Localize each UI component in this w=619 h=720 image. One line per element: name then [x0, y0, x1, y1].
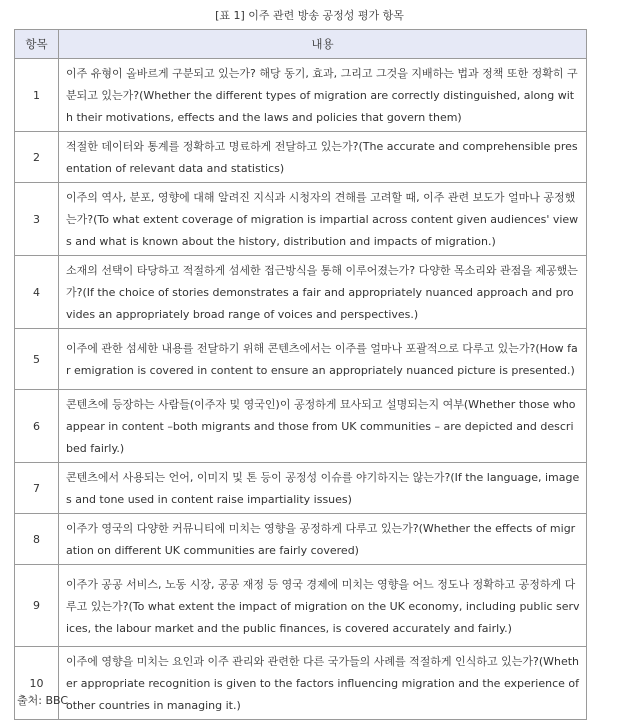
row-content: 이주 유형이 올바르게 구분되고 있는가? 해당 동기, 효과, 그리고 그것을 지배하는 법과 정책 또한 정확히 구분되고 있는가?(Whether the different types of migration are correctly distinguished, along with their motivations, effects and the laws and policies that govern them) [59, 59, 587, 132]
header-content: 내용 [59, 30, 587, 59]
row-number: 9 [15, 565, 59, 647]
row-number: 4 [15, 256, 59, 329]
row-number: 2 [15, 132, 59, 183]
row-number: 1 [15, 59, 59, 132]
source-note: 출처: BBC [17, 694, 69, 707]
row-content: 이주의 역사, 분포, 영향에 대해 알려진 지식과 시청자의 견해를 고려할 때, 이주 관련 보도가 얼마나 공정했는가?(To what extent coverage of migration is impartial across content given audiences' views and what is known about the history, distribution and impacts of migration.) [59, 183, 587, 256]
row-number: 5 [15, 329, 59, 390]
table-row [15, 183, 587, 256]
table-row [15, 463, 587, 514]
row-number: 3 [15, 183, 59, 256]
row-content: 적절한 데이터와 통계를 정확하고 명료하게 전달하고 있는가?(The accurate and comprehensible presentation of relevant data and statistics) [59, 132, 587, 183]
row-content: 콘텐츠에 등장하는 사람들(이주자 및 영국인)이 공정하게 묘사되고 설명되는지 여부(Whether those who appear in content –both migrants and those from UK communities – are depicted and described fairly.) [59, 390, 587, 463]
table-row [15, 256, 587, 329]
row-content: 이주가 영국의 다양한 커뮤니티에 미치는 영향을 공정하게 다루고 있는가?(Whether the effects of migration on different UK communities are fairly covered) [59, 514, 587, 565]
row-content: 소재의 선택이 타당하고 적절하게 섬세한 접근방식을 통해 이루어졌는가? 다양한 목소리와 관점을 제공했는가?(If the choice of stories demonstrates a fair and appropriately nuanced approach and provides an appropriately broad range of voices and perspectives.) [59, 256, 587, 329]
row-number: 10 [15, 647, 59, 720]
evaluation-table [14, 29, 587, 720]
table-caption: [표 1] 이주 관련 방송 공정성 평가 항목 [215, 9, 404, 22]
table-row [15, 565, 587, 647]
row-content: 이주가 공공 서비스, 노동 시장, 공공 재정 등 영국 경제에 미치는 영향을 어느 정도나 정확하고 공정하게 다루고 있는가?(To what extent the impact of migration on the UK economy, including public services, the labour market and the public finances, is covered accurately and fairly.) [59, 565, 587, 647]
row-number: 7 [15, 463, 59, 514]
table-row [15, 514, 587, 565]
row-content: 이주에 영향을 미치는 요인과 이주 관리와 관련한 다른 국가들의 사례를 적절하게 인식하고 있는가?(Whether appropriate recognition is given to the factors influencing migration and the experience of other countries in managing it.) [59, 647, 587, 720]
row-content: 콘텐츠에서 사용되는 언어, 이미지 및 톤 등이 공정성 이슈를 야기하지는 않는가?(If the language, images and tone used in content raise impartiality issues) [59, 463, 587, 514]
header-number: 항목 [15, 30, 59, 59]
row-number: 8 [15, 514, 59, 565]
table-row [15, 132, 587, 183]
table-header-row [15, 30, 587, 59]
table-row [15, 59, 587, 132]
row-content: 이주에 관한 섬세한 내용를 전달하기 위해 콘텐츠에서는 이주를 얼마나 포괄적으로 다루고 있는가?(How far emigration is covered in content to ensure an appropriately nuanced picture is presented.) [59, 329, 587, 390]
table-row [15, 329, 587, 390]
table-row [15, 390, 587, 463]
table-row [15, 647, 587, 720]
row-number: 6 [15, 390, 59, 463]
